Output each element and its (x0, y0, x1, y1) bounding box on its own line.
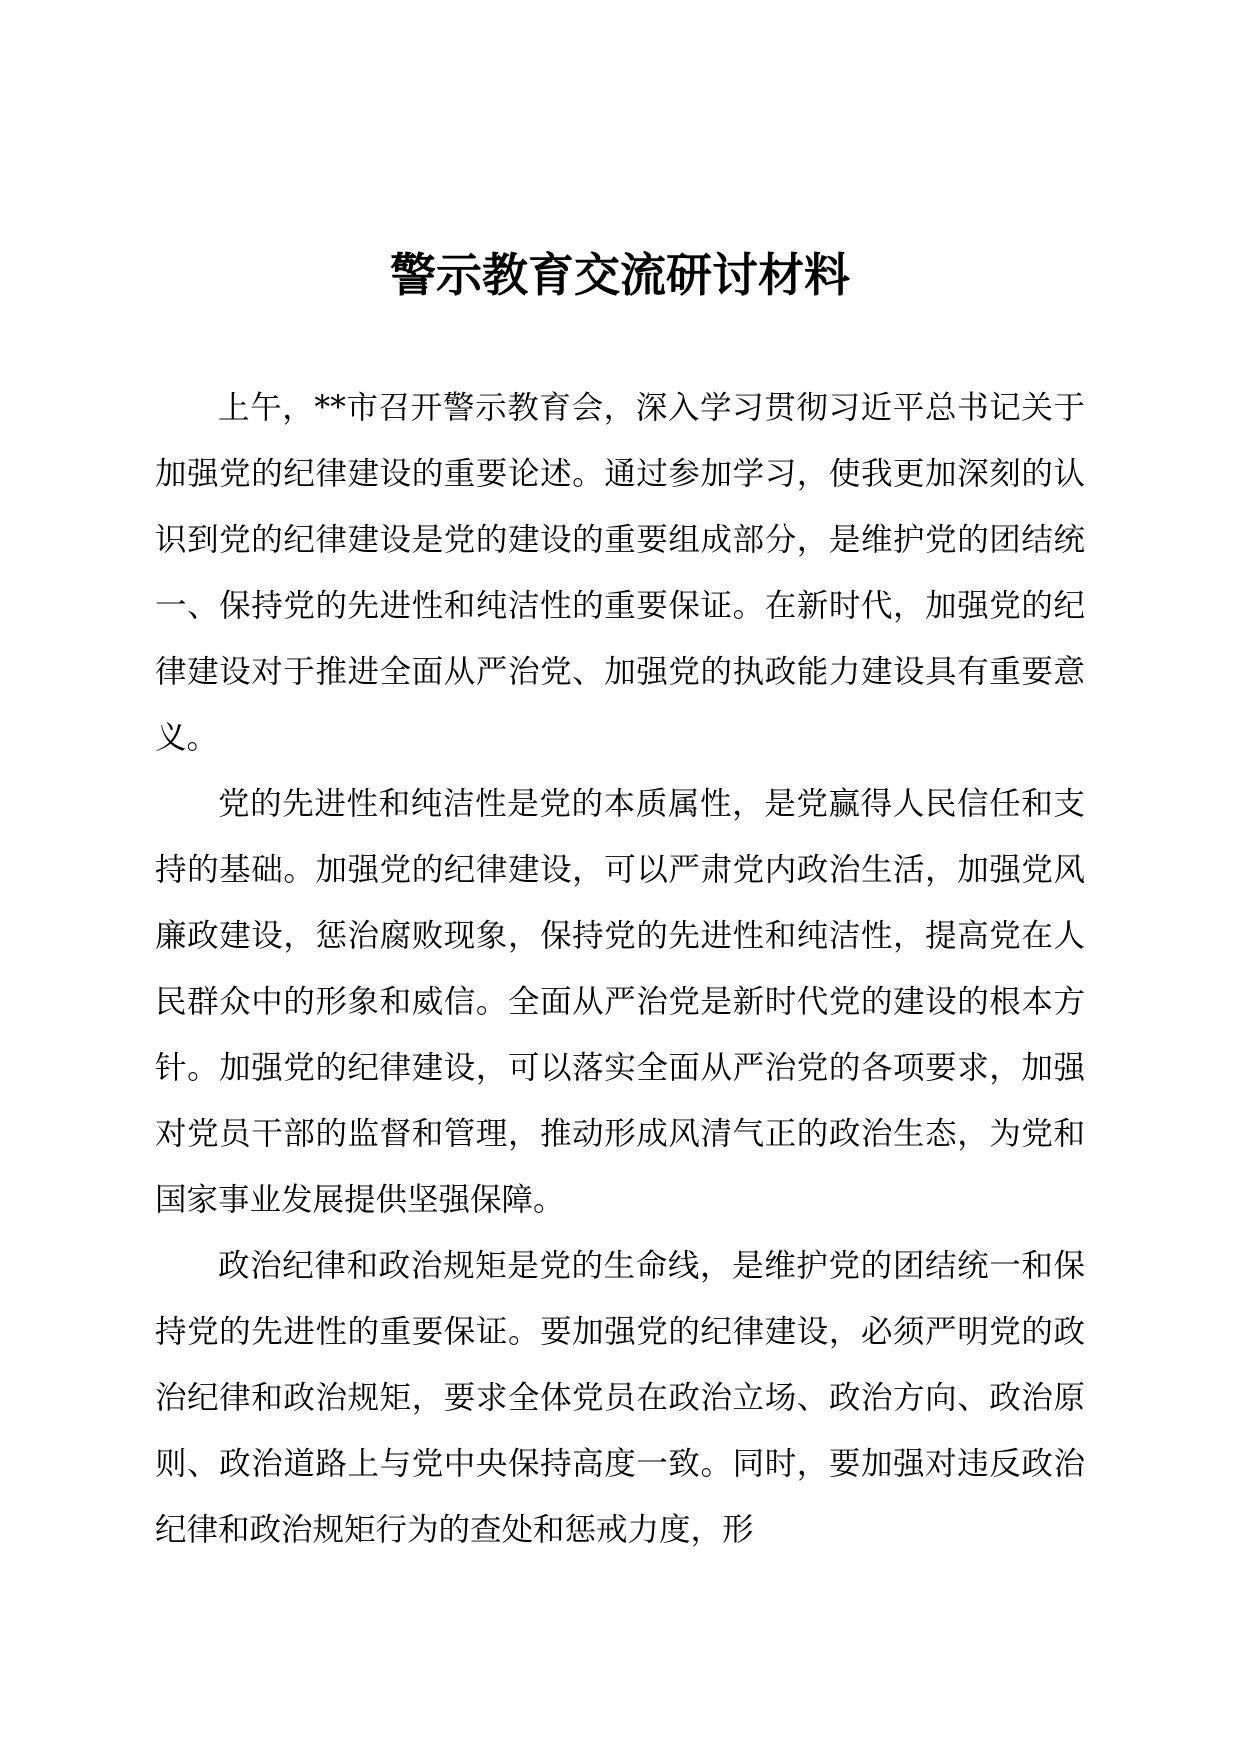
document-body (155, 375, 1085, 1563)
paragraph-2: 党的先进性和纯洁性是党的本质属性，是党赢得人民信任和支持的基础。加强党的纪律建设，可以严肃党内政治生活，加强党风廉政建设，惩治腐败现象，保持党的先进性和纯洁性，提高党在人民群众中的形象和威信。全面从严治党是新时代党的建设的根本方针。加强党的纪律建设，可以落实全面从严治党的各项要求，加强对党员干部的监督和管理，推动形成风清气正的政治生态，为党和国家事业发展提供坚强保障。 (155, 786, 1085, 1218)
paragraph-3: 政治纪律和政治规矩是党的生命线，是维护党的团结统一和保持党的先进性的重要保证。要加强党的纪律建设，必须严明党的政治纪律和政治规矩，要求全体党员在政治立场、政治方向、政治原则、政治道路上与党中央保持高度一致。同时，要加强对违反政治纪律和政治规矩行为的查处和惩戒力度，形 (155, 1248, 1085, 1548)
paragraph-1: 上午，**市召开警示教育会，深入学习贯彻习近平总书记关于加强党的纪律建设的重要论述。通过参加学习，使我更加深刻的认识到党的纪律建设是党的建设的重要组成部分，是维护党的团结统一、保持党的先进性和纯洁性的重要保证。在新时代，加强党的纪律建设对于推进全面从严治党、加强党的执政能力建设具有重要意义。 (155, 390, 1085, 756)
document-title: 警示教育交流研讨材料 (390, 248, 850, 302)
